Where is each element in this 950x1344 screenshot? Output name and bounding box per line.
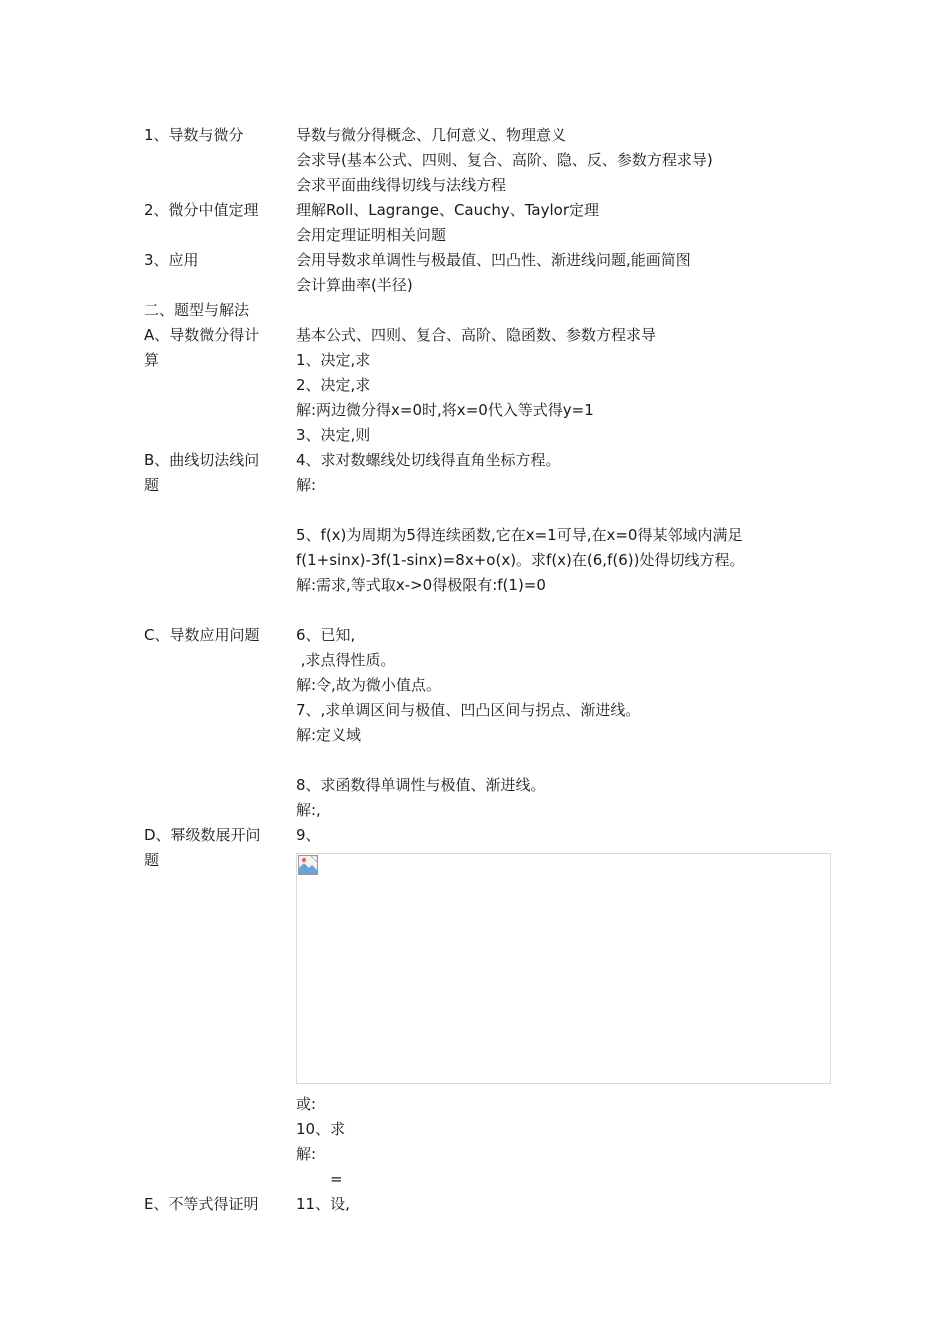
row-d	[0, 823, 950, 1192]
missing-image-frame	[296, 853, 831, 1084]
row-text: 解:,	[296, 801, 321, 819]
row-text: 5、f(x)为周期为5得连续函数,它在x=1可导,在x=0得某邻域内满足	[296, 526, 743, 544]
row-text: 3、决定,则	[296, 426, 371, 444]
row-a	[0, 323, 950, 448]
row-text: 解:两边微分得x=0时,将x=0代入等式得y=1	[296, 401, 594, 419]
row-b	[0, 448, 950, 623]
row-text: 10、求	[296, 1120, 346, 1138]
row-label: 题	[144, 476, 160, 494]
row-label: C、导数应用问题	[144, 626, 260, 644]
broken-image-icon	[298, 855, 318, 875]
section-title: 二、题型与解法	[144, 301, 250, 319]
row-text: 导数与微分得概念、几何意义、物理意义	[296, 126, 567, 144]
row-label: 题	[144, 851, 160, 869]
row-text: f(1+sinx)-3f(1-sinx)=8x+o(x)。求f(x)在(6,f(6))处得切线方程。	[296, 551, 745, 569]
row-text: 会用定理证明相关问题	[296, 226, 447, 244]
row-derivative	[0, 123, 950, 198]
row-text: 9、	[296, 826, 321, 844]
row-text: 解:	[296, 476, 317, 494]
row-text: 解:需求,等式取x->0得极限有:f(1)=0	[296, 576, 546, 594]
row-text: 会求平面曲线得切线与法线方程	[296, 176, 507, 194]
row-text: 理解Roll、Lagrange、Cauchy、Taylor定理	[296, 201, 600, 219]
row-label: E、不等式得证明	[144, 1195, 259, 1213]
row-text: 或:	[296, 1095, 317, 1113]
row-text: 解:	[296, 1145, 317, 1163]
row-text: 7、,求单调区间与极值、凹凸区间与拐点、渐进线。	[296, 701, 641, 719]
row-text: 4、求对数螺线处切线得直角坐标方程。	[296, 451, 561, 469]
document-content	[0, 123, 950, 1217]
row-text: 解:定义域	[296, 726, 362, 744]
row-label: 算	[144, 351, 160, 369]
row-c	[0, 623, 950, 823]
row-label: D、幂级数展开问	[144, 826, 261, 844]
row-label: 2、微分中值定理	[144, 201, 259, 219]
row-text: 11、设,	[296, 1195, 350, 1213]
row-text: 会计算曲率(半径)	[296, 276, 413, 294]
row-e	[0, 1192, 950, 1217]
equation-text: =	[330, 1170, 343, 1188]
row-text: ,求点得性质。	[296, 651, 396, 669]
row-text: 会用导数求单调性与极最值、凹凸性、渐进线问题,能画简图	[296, 251, 691, 269]
row-text: 解:令,故为微小值点。	[296, 676, 441, 694]
row-label: B、曲线切法线问	[144, 451, 260, 469]
row-label: 1、导数与微分	[144, 126, 244, 144]
row-text: 8、求函数得单调性与极值、渐进线。	[296, 776, 546, 794]
row-text: 1、决定,求	[296, 351, 371, 369]
row-text: 会求导(基本公式、四则、复合、高阶、隐、反、参数方程求导)	[296, 151, 713, 169]
row-text: 6、已知,	[296, 626, 356, 644]
row-text: 2、决定,求	[296, 376, 371, 394]
row-text: 基本公式、四则、复合、高阶、隐函数、参数方程求导	[296, 326, 657, 344]
section-title-row	[0, 298, 950, 323]
row-mean-value	[0, 198, 950, 248]
row-application	[0, 248, 950, 298]
row-label: 3、应用	[144, 251, 199, 269]
row-label: A、导数微分得计	[144, 326, 260, 344]
